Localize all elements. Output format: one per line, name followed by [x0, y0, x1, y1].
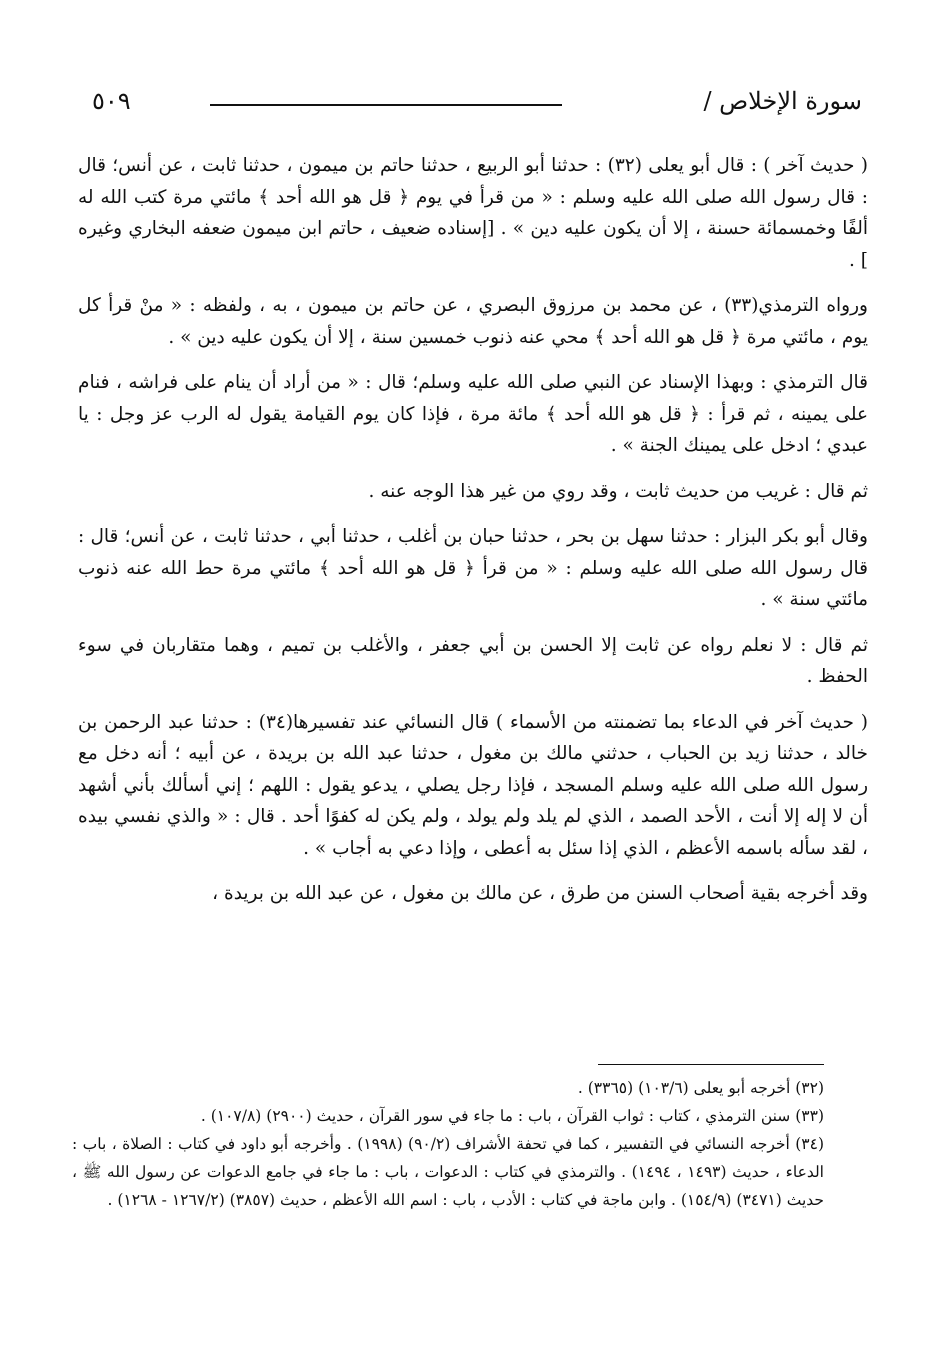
- footnote: (٣٢) أخرجه أبو يعلى (١٠٣/٦) (٣٣٦٥) .: [577, 1079, 824, 1097]
- footnote: (٣٤) أخرجه النسائي في التفسير ، كما في تحفة الأشراف (٩٠/٢) (١٩٩٨) . وأخرجه أبو داود في كتاب : الصلاة ، باب : الدعاء ، حديث (١٤٩٣ ، ١٤٩٤) . والترمذي في كتاب : الدعوات ، باب : ما جاء في جامع الدعوات عن رسول الله ﷺ ، حديث (٣٤٧١) (١٥٤/٩) . وابن ماجة في كتاب : الأدب ، باب : اسم الله الأعظم ، حديث (٣٨٥٧) (١٢٦٧/٢ - ١٢٦٨) .: [72, 1135, 824, 1209]
- paragraph: ( حديث آخر في الدعاء بما تضمنته من الأسماء ) قال النسائي عند تفسيرها(٣٤) : حدثنا عبد الرحمن بن خالد ، حدثنا زيد بن الحباب ، حدثني مالك بن مغول ، حدثنا عبد الله بن بريدة ، عن أبيه ؛ أنه دخل مع رسول الله صلى الله عليه وسلم المسجد ، فإذا رجل يصلي ، يدعو يقول : اللهم ؛ إني أسألك بأني أشهد أن لا إله إلا أنت ، الأحد الصمد ، الذي لم يلد ولم يولد ، ولم يكن له كفوًا أحد . قال : « والذي نفسي بيده ، لقد سأله باسمه الأعظم ، الذي إذا سئل به أعطى ، وإذا دعي به أجاب » .: [78, 711, 868, 859]
- paragraph: ( حديث آخر ) : قال أبو يعلى (٣٢) : حدثنا أبو الربيع ، حدثنا حاتم بن ميمون ، حدثنا ثابت ، عن أنس؛ قال : قال رسول الله صلى الله عليه وسلم : « من قرأ في يوم ﴿ قل هو الله أحد ﴾ مائتي مرة كتب الله له ألفًا وخمسمائة حسنة ، إلا أن يكون عليه دين » . [إسناده ضعيف ، حاتم ابن ميمون ضعفه البخاري وغيره ] .: [78, 155, 868, 271]
- paragraph: ثم قال : لا نعلم رواه عن ثابت إلا الحسن بن أبي جعفر ، والأغلب بن تميم ، وهما متقاربان في سوء الحفظ .: [78, 634, 868, 687]
- paragraph: وقال أبو بكر البزار : حدثنا سهل بن بحر ، حدثنا حبان بن أغلب ، حدثنا أبي ، حدثنا ثابت ، عن أنس؛ قال : قال رسول الله صلى الله عليه وسلم : « من قرأ ﴿ قل هو الله أحد ﴾ مائتي مرة حط الله عنه ذنوب مائتي سنة » .: [78, 526, 868, 610]
- footnotes: [72, 1074, 824, 1214]
- footnote: (٣٣) سنن الترمذي ، كتاب : ثواب القرآن ، باب : ما جاء في سور القرآن ، حديث (٢٩٠٠) (١٠٧/٨) .: [200, 1107, 824, 1125]
- header-rule: [210, 104, 562, 106]
- surah-title: سورة الإخلاص /: [703, 87, 862, 115]
- main-text: [78, 150, 868, 924]
- footnote-separator: [598, 1064, 824, 1065]
- page-number: ٥٠٩: [92, 87, 131, 115]
- paragraph: ثم قال : غريب من حديث ثابت ، وقد روي من غير هذا الوجه عنه .: [368, 480, 868, 502]
- paragraph: ورواه الترمذي(٣٣) ، عن محمد بن مرزوق البصري ، عن حاتم بن ميمون ، به ، ولفظه : « منْ قرأ كل يوم ، مائتي مرة ﴿ قل هو الله أحد ﴾ محي عنه ذنوب خمسين سنة ، إلا أن يكون عليه دين » .: [78, 295, 868, 348]
- page-header: [70, 86, 862, 126]
- paragraph: قال الترمذي : وبهذا الإسناد عن النبي صلى الله عليه وسلم؛ قال : « من أراد أن ينام على فراشه ، فنام على يمينه ، ثم قرأ : ﴿ قل هو الله أحد ﴾ مائة مرة ، فإذا كان يوم القيامة يقول له الرب عز وجل : يا عبدي ؛ ادخل على يمينك الجنة » .: [78, 372, 868, 456]
- paragraph: وقد أخرجه بقية أصحاب السنن من طرق ، عن مالك بن مغول ، عن عبد الله بن بريدة ،: [212, 883, 868, 904]
